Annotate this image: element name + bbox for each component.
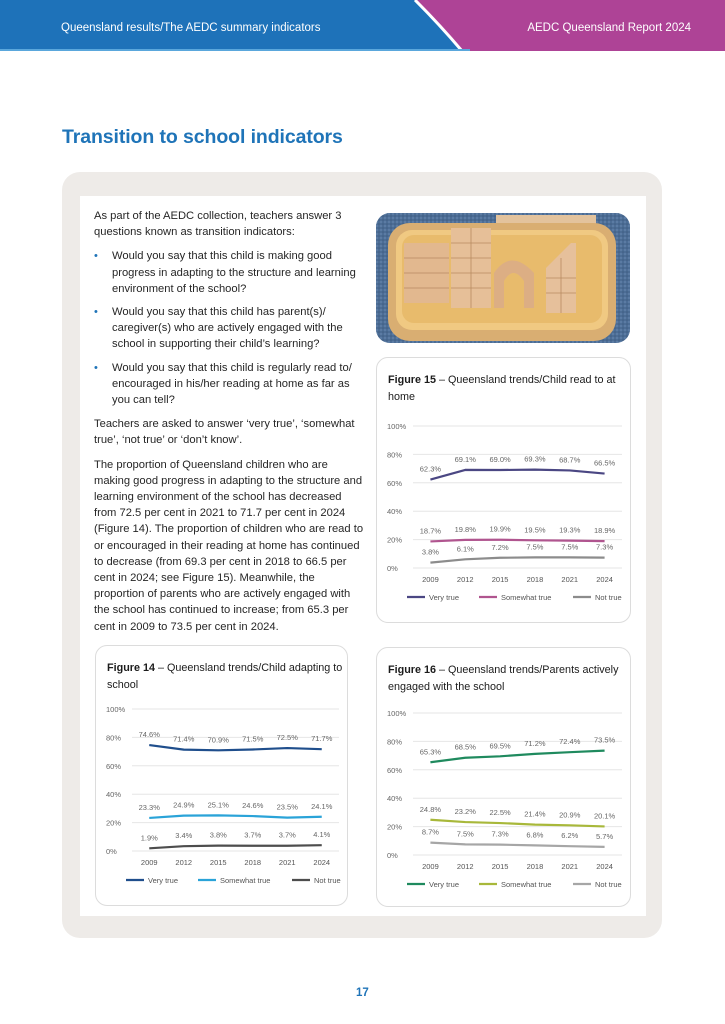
x-tick-label: 2009 [422, 575, 439, 584]
legend-label: Somewhat true [501, 880, 552, 889]
data-label: 69.5% [489, 741, 511, 751]
data-label: 6.2% [561, 831, 579, 841]
x-tick-label: 2021 [561, 575, 579, 584]
data-label: 21.4% [524, 809, 546, 819]
x-tick-label: 2009 [140, 858, 158, 867]
data-label: 20.1% [593, 811, 616, 821]
page-number: 17 [356, 987, 369, 999]
building-blocks-photo [376, 213, 630, 343]
data-label: 1.9% [140, 833, 158, 843]
figure-14-chart [96, 701, 349, 901]
data-label: 62.3% [419, 464, 442, 474]
data-label: 3.8% [209, 830, 227, 840]
data-label: 4.1% [313, 830, 331, 840]
y-tick-label: 0% [387, 851, 398, 860]
data-label: 72.4% [559, 737, 581, 747]
data-label: 7.2% [491, 542, 509, 552]
data-label: 71.7% [311, 734, 333, 744]
series-line [149, 845, 322, 848]
data-label: 19.5% [524, 525, 546, 535]
legend-label: Very true [429, 593, 460, 602]
series-line [430, 820, 604, 827]
legend-label: Very true [429, 880, 460, 889]
data-label: 69.3% [524, 454, 546, 464]
figure-14-title: Figure 14 – Queensland trends/Child adapting to school [107, 662, 343, 691]
data-label: 68.7% [559, 455, 581, 465]
data-label: 24.8% [419, 804, 442, 814]
bullet-icon: • [94, 306, 98, 319]
data-label: 69.0% [489, 455, 511, 465]
series-line [149, 815, 322, 818]
data-label: 69.1% [454, 454, 476, 464]
data-label: 65.3% [419, 747, 442, 757]
y-tick-label: 40% [387, 507, 403, 517]
bullet-icon: • [94, 361, 98, 374]
data-label: 24.1% [311, 801, 333, 811]
figure-15-card [376, 357, 631, 623]
data-label: 5.7% [596, 831, 614, 841]
y-tick-label: 20% [387, 535, 403, 545]
series-line [149, 745, 322, 750]
x-tick-label: 2021 [278, 858, 296, 867]
figure-16-card [376, 647, 631, 907]
legend-label: Not true [595, 880, 622, 889]
y-tick-label: 60% [387, 478, 403, 488]
y-tick-label: 100% [387, 422, 407, 431]
x-tick-label: 2024 [596, 575, 613, 584]
x-tick-label: 2018 [526, 575, 544, 584]
legend-label: Very true [148, 876, 179, 885]
data-label: 71.2% [524, 738, 546, 748]
body-text [94, 208, 366, 643]
y-tick-label: 0% [387, 564, 398, 573]
legend-label: Somewhat true [501, 593, 552, 602]
x-tick-label: 2012 [175, 858, 193, 867]
data-label: 20.9% [559, 810, 581, 820]
data-label: 8.7% [421, 827, 439, 837]
x-tick-label: 2015 [491, 575, 509, 584]
data-label: 70.9% [207, 735, 229, 745]
x-tick-label: 2024 [313, 858, 331, 867]
y-tick-label: 100% [106, 705, 126, 714]
data-label: 23.5% [276, 802, 298, 812]
data-label: 25.1% [207, 800, 229, 810]
summary-paragraph: The proportion of Queensland children who are making good progress in adapting to the structure and learning environment of the school has decreased from 72.5 per cent in 2021 to 71.7 per cent in 2024 (Figure 14). The proportion of children who are read to or encouraged in their reading at home has continued to decrease (from 69.3 per cent in 2018 to 66.5 per cent in 2024; see Figure 15). Meanwhile, the proportion of parents who are actively engaged with the school has continued to increase; from 65.3 per cent in 2009 to 73.5 per cent in 2024. [94, 458, 364, 633]
y-tick-label: 40% [387, 794, 403, 804]
data-label: 3.7% [278, 830, 296, 840]
y-tick-label: 100% [387, 709, 407, 718]
data-label: 24.9% [173, 800, 195, 810]
y-tick-label: 80% [387, 737, 403, 747]
data-label: 7.5% [526, 542, 544, 552]
data-label: 23.2% [454, 807, 476, 817]
series-line [430, 751, 604, 763]
list-item: • Would you say that this child is making good progress in adapting to the structure and learning environment of the school? [94, 250, 356, 295]
series-line [430, 470, 604, 480]
figure-16-title: Figure 16 – Queensland trends/Parents actively engaged with the school [388, 664, 619, 693]
x-tick-label: 2009 [422, 862, 439, 871]
data-label: 7.5% [456, 829, 474, 839]
y-tick-label: 40% [106, 790, 122, 800]
data-label: 19.3% [559, 525, 581, 535]
y-tick-label: 80% [106, 733, 122, 743]
y-tick-label: 20% [106, 818, 122, 828]
page-title: Transition to school indicators [62, 126, 343, 148]
data-label: 6.8% [526, 830, 544, 840]
data-label: 3.7% [244, 830, 262, 840]
data-label: 66.5% [593, 458, 616, 468]
x-tick-label: 2018 [244, 858, 262, 867]
figure-14-card [95, 645, 348, 906]
series-line [430, 557, 604, 562]
data-label: 6.1% [456, 544, 474, 554]
report-title: AEDC Queensland Report 2024 [527, 22, 691, 34]
x-tick-label: 2012 [456, 862, 474, 871]
figure-16-chart [377, 705, 632, 905]
x-tick-label: 2024 [596, 862, 613, 871]
data-label: 24.6% [242, 801, 264, 811]
data-label: 3.8% [421, 547, 439, 557]
data-label: 7.3% [491, 829, 509, 839]
intro-paragraph: As part of the AEDC collection, teachers answer 3 questions known as transition indicators: [94, 210, 342, 239]
x-tick-label: 2021 [561, 862, 579, 871]
data-label: 7.5% [561, 542, 579, 552]
list-item: • Would you say that this child has parent(s)/ caregiver(s) who are actively engaged with the school in supporting their child’s learning? [94, 306, 343, 351]
page-header [0, 0, 725, 51]
x-tick-label: 2018 [526, 862, 544, 871]
data-label: 72.5% [276, 733, 298, 743]
data-label: 71.4% [173, 734, 195, 744]
data-label: 23.3% [138, 802, 160, 812]
data-label: 19.8% [454, 524, 476, 534]
data-label: 3.4% [175, 831, 193, 841]
x-tick-label: 2012 [456, 575, 474, 584]
legend-label: Not true [314, 876, 341, 885]
data-label: 73.5% [593, 735, 616, 745]
y-tick-label: 20% [387, 822, 403, 832]
data-label: 74.6% [138, 730, 160, 740]
legend-label: Somewhat true [220, 876, 271, 885]
x-tick-label: 2015 [209, 858, 227, 867]
data-label: 18.9% [593, 526, 616, 536]
data-label: 22.5% [489, 808, 511, 818]
figure-15-title: Figure 15 – Queensland trends/Child read to at home [388, 374, 616, 403]
data-label: 68.5% [454, 742, 476, 752]
figure-15-chart [377, 418, 632, 618]
data-label: 19.9% [489, 524, 511, 534]
legend-label: Not true [595, 593, 622, 602]
answers-note: Teachers are asked to answer ‘very true’, ‘somewhat true’, ‘not true’ or ‘don’t know’. [94, 418, 355, 447]
data-label: 71.5% [242, 734, 264, 744]
data-label: 7.3% [596, 542, 614, 552]
bullet-icon: • [94, 250, 98, 263]
list-item: • Would you say that this child is regularly read to/ encouraged in his/her reading at home as far as you can tell? [94, 361, 352, 407]
x-tick-label: 2015 [491, 862, 509, 871]
y-tick-label: 80% [387, 450, 403, 460]
section-breadcrumb: Queensland results/The AEDC summary indicators [61, 22, 321, 34]
series-line [430, 843, 604, 847]
y-tick-label: 60% [387, 765, 403, 775]
indicator-question-list [94, 248, 366, 408]
series-line [430, 540, 604, 542]
y-tick-label: 60% [106, 761, 122, 771]
data-label: 18.7% [419, 526, 442, 536]
y-tick-label: 0% [106, 847, 117, 856]
